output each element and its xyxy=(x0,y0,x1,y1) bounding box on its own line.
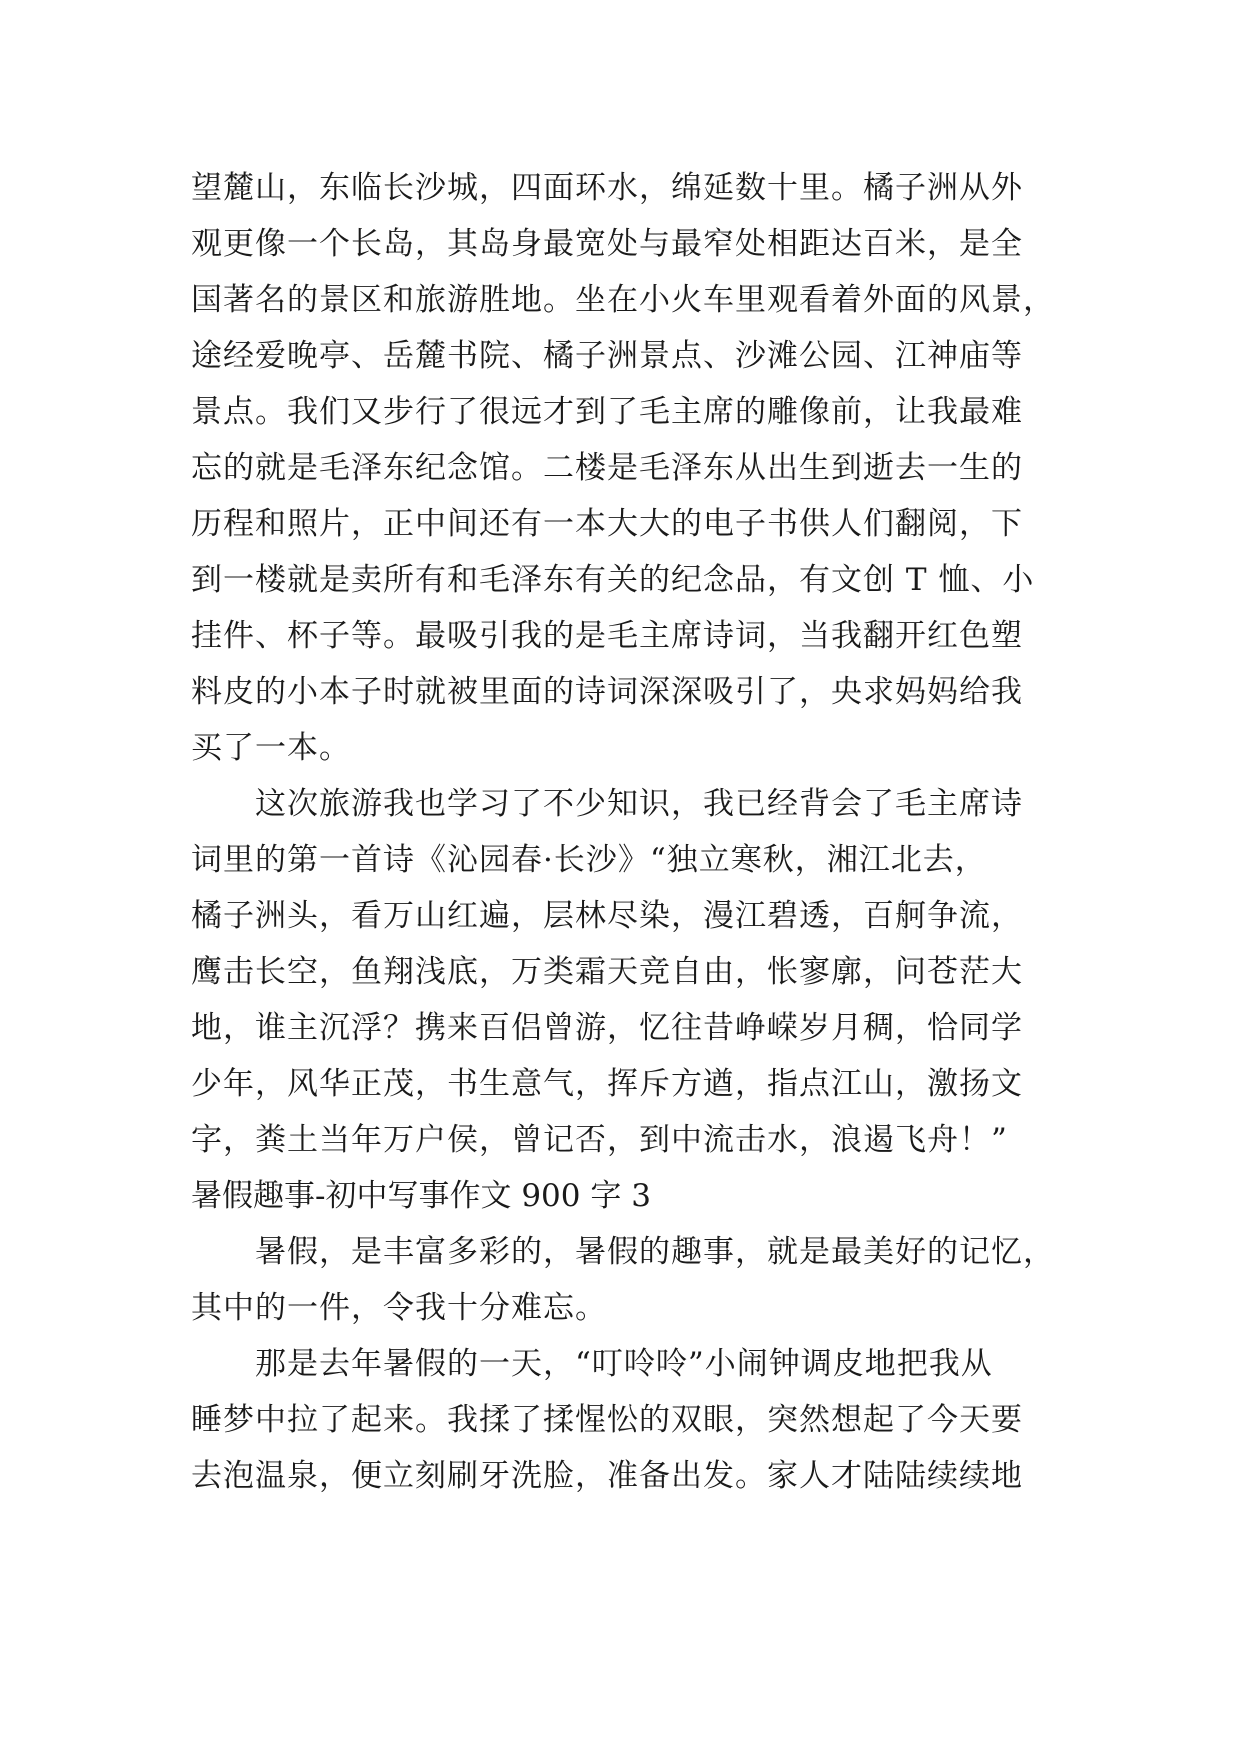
text-line: 词里的第一首诗《沁园春·长沙》“独立寒秋，湘江北去， xyxy=(191,842,987,878)
text-line: 国著名的景区和旅游胜地。坐在小火车里观看着外面的风景， xyxy=(191,282,1055,318)
text-line: 地，谁主沉浮？携来百侣曾游，忆往昔峥嵘岁月稠，恰同学 xyxy=(191,1010,1023,1046)
paragraph-first-line: 那是去年暑假的一天，“叮呤呤”小闹钟调皮地把我从 xyxy=(255,1346,993,1382)
text-line: 字，粪土当年万户侯，曾记否，到中流击水，浪遏飞舟！” xyxy=(191,1122,1008,1158)
text-line: 其中的一件，令我十分难忘。 xyxy=(191,1290,607,1326)
text-line: 景点。我们又步行了很远才到了毛主席的雕像前，让我最难 xyxy=(191,394,1023,430)
text-line: 望麓山，东临长沙城，四面环水，绵延数十里。橘子洲从外 xyxy=(191,170,1023,206)
text-line: 买了一本。 xyxy=(191,730,351,766)
text-line: 鹰击长空，鱼翔浅底，万类霜天竞自由，怅寥廓，问苍茫大 xyxy=(191,954,1023,990)
text-line: 历程和照片，正中间还有一本大大的电子书供人们翻阅，下 xyxy=(191,506,1023,542)
text-line: 橘子洲头，看万山红遍，层林尽染，漫江碧透，百舸争流， xyxy=(191,898,1023,934)
text-line: 到一楼就是卖所有和毛泽东有关的纪念品，有文创 T 恤、小 xyxy=(191,562,1035,598)
text-line: 睡梦中拉了起来。我揉了揉惺忪的双眼，突然想起了今天要 xyxy=(191,1402,1023,1438)
text-line: 忘的就是毛泽东纪念馆。二楼是毛泽东从出生到逝去一生的 xyxy=(191,450,1023,486)
body-text xyxy=(191,160,1091,1504)
text-line: 去泡温泉，便立刻刷牙洗脸，准备出发。家人才陆陆续续地 xyxy=(191,1458,1023,1494)
text-line: 少年，风华正茂，书生意气，挥斥方遒，指点江山，激扬文 xyxy=(191,1066,1023,1102)
paragraph-first-line: 这次旅游我也学习了不少知识，我已经背会了毛主席诗 xyxy=(255,786,1023,822)
text-line: 途经爱晚亭、岳麓书院、橘子洲景点、沙滩公园、江神庙等 xyxy=(191,338,1023,374)
text-line: 观更像一个长岛，其岛身最宽处与最窄处相距达百米，是全 xyxy=(191,226,1023,262)
text-line: 挂件、杯子等。最吸引我的是毛主席诗词，当我翻开红色塑 xyxy=(191,618,1023,654)
text-line: 料皮的小本子时就被里面的诗词深深吸引了，央求妈妈给我 xyxy=(191,674,1023,710)
section-heading: 暑假趣事-初中写事作文 900 字 3 xyxy=(191,1178,651,1214)
paragraph-first-line: 暑假，是丰富多彩的，暑假的趣事，就是最美好的记忆， xyxy=(255,1234,1055,1270)
